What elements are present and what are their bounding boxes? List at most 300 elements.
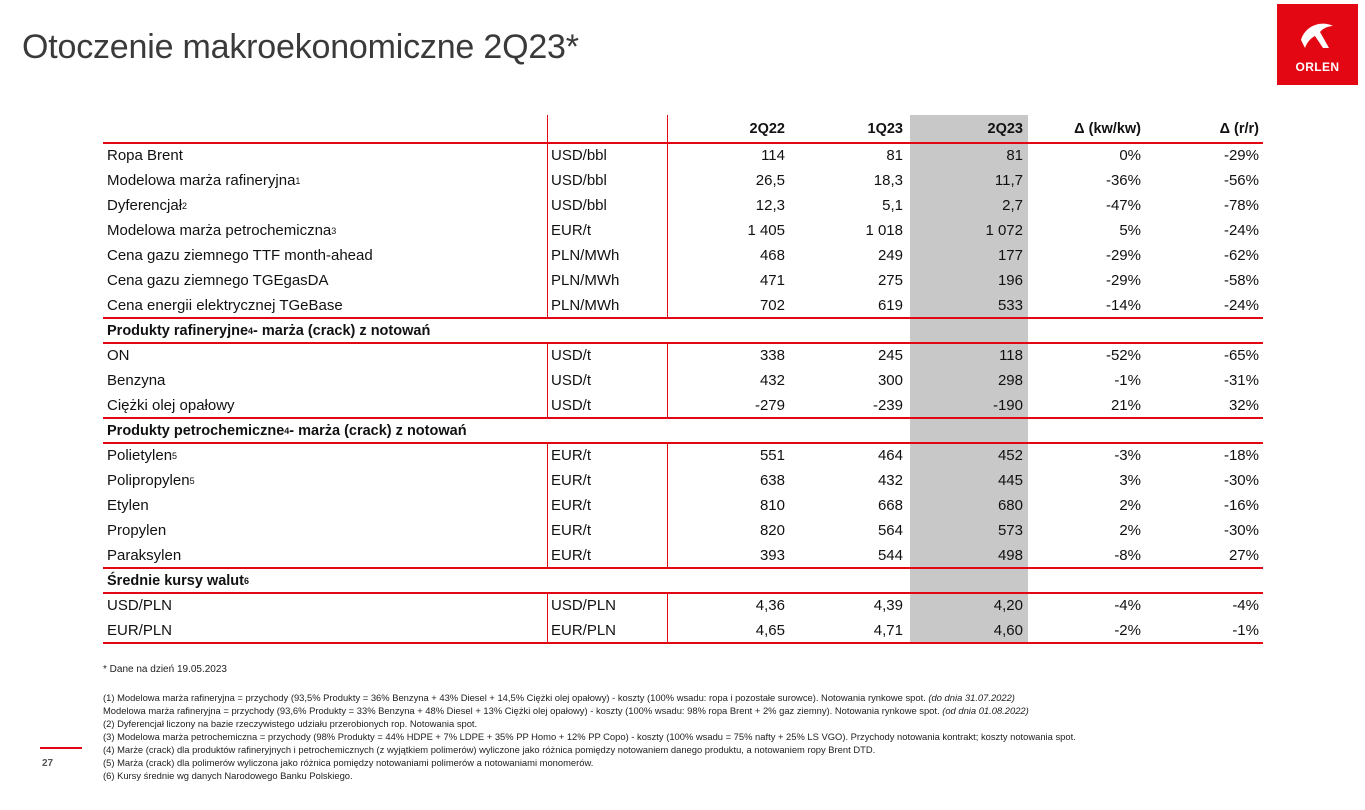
row-unit (551, 218, 591, 243)
table-cell (1148, 468, 1259, 493)
cell-value: 4,39 (873, 597, 903, 614)
table-row (103, 518, 1263, 543)
row-unit-text: USD/bbl (551, 172, 607, 189)
row-unit (551, 268, 619, 293)
cell-value: 81 (1006, 147, 1023, 164)
column-header-label: Δ (kw/kw) (1074, 121, 1141, 137)
row-unit-text: PLN/MWh (551, 272, 620, 289)
table-row (103, 443, 1263, 468)
table-row (103, 343, 1263, 368)
cell-value: 471 (759, 272, 785, 289)
cell-value: 5% (1119, 222, 1141, 239)
footnote-text: Modelowa marża rafineryjna = przychody (93,6% Produkty = 33% Benzyna + 48% Diesel + 13% Ciężki olej opałowy) - koszty (100% wsadu: 98% ropa Brent + 2% gaz ziemny). Notowania rynkowe spot. (103, 705, 940, 716)
row-unit-text: USD/t (551, 347, 592, 364)
cell-value: 564 (877, 522, 903, 539)
table-cell (1033, 493, 1141, 518)
table-cell (1148, 593, 1259, 618)
cell-value: -58% (1223, 272, 1259, 289)
row-label (107, 293, 343, 318)
cell-value: -4% (1114, 597, 1141, 614)
table-cell (911, 493, 1023, 518)
cell-value: -16% (1223, 497, 1259, 514)
table-cell (911, 543, 1023, 568)
column-header-label: 1Q23 (867, 121, 903, 137)
column-header-label: Δ (r/r) (1219, 121, 1259, 137)
cell-value: 464 (877, 447, 903, 464)
table-cell (1033, 518, 1141, 543)
cell-value: 432 (877, 472, 903, 489)
cell-value: -52% (1105, 347, 1141, 364)
cell-value: 26,5 (755, 172, 785, 189)
footnote-date-range: (do dnia 31.07.2022) (928, 692, 1015, 703)
table-cell (1148, 343, 1259, 368)
table-cell (1148, 143, 1259, 168)
table-cell (673, 143, 785, 168)
table-cell (1033, 593, 1141, 618)
row-label: Dyferencjał 2 (107, 197, 188, 214)
cell-value: 820 (759, 522, 785, 539)
table-cell (1148, 543, 1259, 568)
cell-value: 445 (997, 472, 1023, 489)
row-unit (551, 368, 591, 393)
table-cell (673, 593, 785, 618)
table-cell (793, 293, 903, 318)
cell-value: 11,7 (994, 172, 1023, 189)
table-cell (673, 268, 785, 293)
table-row (103, 143, 1263, 168)
cell-value: 27% (1228, 547, 1259, 564)
date-note: * Dane na dzień 19.05.2023 (103, 664, 227, 675)
table-cell (1148, 393, 1259, 418)
table-row (103, 468, 1263, 493)
footnote-text: (3) Modelowa marża petrochemiczna = przychody (98% Produkty = 44% HDPE + 7% LDPE + 35% PP Homo + 12% PP Copo) - koszty (100% wsadu = 75% nafty + 25% LS VGO). Przychody notowania kontrakt; koszty notowania spot. (103, 731, 1076, 742)
row-label-text: Benzyna (107, 372, 166, 389)
table-cell (1033, 543, 1141, 568)
row-label-text: USD/PLN (107, 597, 173, 614)
page-title: Otoczenie makroekonomiczne 2Q23* (22, 28, 579, 66)
table-row (103, 393, 1263, 418)
row-unit (551, 143, 607, 168)
cell-value: 2,7 (1002, 197, 1023, 214)
row-label (107, 543, 181, 568)
cell-value: 619 (877, 297, 903, 314)
table-cell (911, 143, 1023, 168)
table-cell (673, 493, 785, 518)
macro-table (103, 115, 1263, 647)
row-label: Polipropylen 5 (107, 472, 195, 489)
page-number-divider (40, 747, 82, 749)
section-title-text: Produkty rafineryjne (107, 322, 249, 339)
eagle-icon (1277, 4, 1358, 64)
cell-value: -14% (1105, 297, 1141, 314)
row-label-text: Cena energii elektrycznej TGeBase (107, 297, 343, 314)
row-label-text: Modelowa marża rafineryjna (107, 172, 296, 189)
cell-value: 12,3 (755, 197, 785, 214)
cell-value: -65% (1223, 347, 1259, 364)
table-cell (793, 443, 903, 468)
footnotes (103, 691, 1076, 782)
table-cell (1033, 393, 1141, 418)
cell-value: -30% (1223, 472, 1259, 489)
cell-value: 533 (997, 297, 1023, 314)
row-label (107, 393, 235, 418)
cell-value: -279 (754, 397, 785, 414)
row-unit-text: USD/PLN (551, 597, 617, 614)
cell-value: -62% (1223, 247, 1259, 264)
table-cell (793, 468, 903, 493)
section-title-text: Średnie kursy walut (107, 572, 244, 589)
cell-value: 432 (759, 372, 785, 389)
cell-value: -56% (1223, 172, 1259, 189)
cell-value: -1% (1232, 622, 1259, 639)
cell-value: -4% (1232, 597, 1259, 614)
row-unit (551, 593, 616, 618)
table-cell (911, 343, 1023, 368)
footnote-text: (5) Marża (crack) dla polimerów wyliczona jako różnica pomiędzy notowaniami polimerów a notowaniami monomerów. (103, 757, 594, 768)
table-cell (673, 393, 785, 418)
table-cell (673, 193, 785, 218)
cell-value: 298 (997, 372, 1023, 389)
cell-value: 452 (997, 447, 1023, 464)
cell-value: 393 (759, 547, 785, 564)
cell-value: 3% (1119, 472, 1141, 489)
row-label (107, 243, 373, 268)
cell-value: -29% (1105, 272, 1141, 289)
table-cell (793, 268, 903, 293)
cell-value: -29% (1105, 247, 1141, 264)
cell-value: 118 (999, 347, 1023, 364)
cell-value: 2% (1119, 497, 1141, 514)
column-divider (667, 593, 668, 643)
cell-value: 1 405 (747, 222, 785, 239)
cell-value: -190 (992, 397, 1023, 414)
row-divider (103, 642, 1263, 644)
column-divider (547, 593, 548, 643)
row-label (107, 268, 329, 293)
row-unit-text: USD/t (551, 372, 592, 389)
cell-value: 810 (759, 497, 785, 514)
cell-value: -36% (1105, 172, 1141, 189)
column-header (911, 115, 1023, 143)
cell-value: -18% (1223, 447, 1259, 464)
table-cell (1148, 293, 1259, 318)
row-label-text: EUR/PLN (107, 622, 173, 639)
table-row (103, 293, 1263, 318)
table-cell (793, 243, 903, 268)
column-divider (547, 143, 548, 318)
table-cell (793, 218, 903, 243)
table-cell (1148, 618, 1259, 643)
table-row (103, 218, 1263, 243)
table-row (103, 593, 1263, 618)
row-unit-text: EUR/t (551, 547, 592, 564)
row-label (107, 143, 183, 168)
column-divider (547, 443, 548, 568)
cell-value: 275 (877, 272, 903, 289)
table-cell (1033, 293, 1141, 318)
table-cell (1033, 618, 1141, 643)
table-cell (1148, 218, 1259, 243)
footnote-line (103, 717, 1076, 730)
column-header-label: 2Q22 (749, 121, 785, 137)
table-cell (793, 493, 903, 518)
row-label-text: Cena gazu ziemnego TGEgasDA (107, 272, 329, 289)
table-row (103, 268, 1263, 293)
table-cell (911, 218, 1023, 243)
footnote-line (103, 769, 1076, 782)
row-label-text: Ciężki olej opałowy (107, 397, 235, 414)
cell-value: -8% (1114, 547, 1141, 564)
cell-value: 702 (759, 297, 785, 314)
cell-value: 680 (997, 497, 1023, 514)
row-unit-text: EUR/t (551, 472, 592, 489)
cell-value: 4,36 (755, 597, 785, 614)
table-cell (793, 168, 903, 193)
row-unit (551, 168, 607, 193)
table-row (103, 618, 1263, 643)
row-unit-text: EUR/t (551, 497, 592, 514)
section-header-row (103, 568, 1263, 593)
footnote-text: (4) Marże (crack) dla produktów rafineryjnych i petrochemicznych (z wyjątkiem polimerów) wyliczone jako różnica pomiędzy notowaniem danego produktu, a notowaniem ropy Brent DTD. (103, 744, 876, 755)
table-cell (793, 393, 903, 418)
row-label (107, 493, 149, 518)
table-cell (673, 368, 785, 393)
row-label-text: ON (107, 347, 130, 364)
table-cell (673, 218, 785, 243)
table-cell (1033, 443, 1141, 468)
cell-value: 638 (759, 472, 785, 489)
table-cell (911, 268, 1023, 293)
cell-value: -1% (1114, 372, 1141, 389)
table-cell (673, 443, 785, 468)
cell-value: 300 (877, 372, 903, 389)
table-cell (1148, 493, 1259, 518)
column-divider (667, 343, 668, 418)
cell-value: 1 018 (865, 222, 903, 239)
table-cell (1148, 268, 1259, 293)
table-cell (911, 593, 1023, 618)
table-row (103, 368, 1263, 393)
table-cell (673, 518, 785, 543)
column-header (1033, 115, 1141, 143)
table-cell (673, 618, 785, 643)
column-header (673, 115, 785, 143)
table-cell (911, 393, 1023, 418)
column-header-label: 2Q23 (987, 121, 1023, 137)
row-unit (551, 493, 591, 518)
table-cell (673, 343, 785, 368)
page-number: 27 (42, 758, 54, 769)
table-cell (793, 593, 903, 618)
table-cell (793, 368, 903, 393)
row-label (107, 518, 166, 543)
table-cell (673, 293, 785, 318)
cell-value: 114 (761, 147, 785, 164)
row-unit (551, 393, 591, 418)
row-unit-text: USD/bbl (551, 197, 607, 214)
row-label (107, 343, 130, 368)
row-label-text: Polietylen (107, 447, 173, 464)
cell-value: -3% (1114, 447, 1141, 464)
row-unit (551, 293, 619, 318)
cell-value: -31% (1223, 372, 1259, 389)
footnote-line (103, 730, 1076, 743)
row-unit (551, 468, 591, 493)
row-label: Polietylen 5 (107, 447, 178, 464)
column-divider (667, 115, 668, 143)
table-cell (911, 293, 1023, 318)
table-row (103, 168, 1263, 193)
table-cell (1148, 193, 1259, 218)
cell-value: 668 (877, 497, 903, 514)
row-unit-text: PLN/MWh (551, 297, 620, 314)
footnote-text: (6) Kursy średnie wg danych Narodowego Banku Polskiego. (103, 770, 353, 781)
table-cell (1033, 193, 1141, 218)
table-cell (911, 618, 1023, 643)
row-label-text: Polipropylen (107, 472, 190, 489)
section-title: Produkty petrochemiczne 4 - marża (crack) z notowań (107, 422, 467, 439)
row-unit (551, 193, 607, 218)
section-title: Średnie kursy walut 6 (107, 572, 250, 589)
cell-value: 338 (759, 347, 785, 364)
table-cell (793, 518, 903, 543)
cell-value: 498 (997, 547, 1023, 564)
table-row (103, 493, 1263, 518)
cell-value: -29% (1223, 147, 1259, 164)
footnote-line (103, 704, 1076, 717)
header-row (103, 115, 1263, 143)
row-unit (551, 618, 616, 643)
table-cell (1148, 443, 1259, 468)
table-cell (793, 193, 903, 218)
row-label: Modelowa marża petrochemiczna 3 (107, 222, 337, 239)
cell-value: 32% (1228, 397, 1259, 414)
cell-value: -24% (1223, 297, 1259, 314)
cell-value: -239 (872, 397, 903, 414)
table-cell (793, 618, 903, 643)
cell-value: 81 (886, 147, 903, 164)
table-cell (911, 193, 1023, 218)
row-label (107, 593, 172, 618)
row-unit-text: EUR/t (551, 447, 592, 464)
logo-text: ORLEN (1295, 60, 1340, 74)
cell-value: 5,1 (882, 197, 903, 214)
table-cell (793, 343, 903, 368)
row-label-text: Dyferencjał (107, 197, 183, 214)
cell-value: 551 (759, 447, 785, 464)
footnote-line (103, 756, 1076, 769)
table-cell (793, 143, 903, 168)
cell-value: 4,65 (755, 622, 785, 639)
cell-value: -47% (1105, 197, 1141, 214)
orlen-logo (1277, 4, 1358, 85)
cell-value: -2% (1114, 622, 1141, 639)
row-label (107, 368, 165, 393)
table-cell (673, 543, 785, 568)
table-cell (1148, 168, 1259, 193)
row-label (107, 618, 172, 643)
table-cell (793, 543, 903, 568)
table-row (103, 543, 1263, 568)
column-divider (667, 143, 668, 318)
cell-value: -30% (1223, 522, 1259, 539)
table-cell (1148, 243, 1259, 268)
section-title-suffix: - marża (crack) z notowań (253, 322, 431, 339)
cell-value: 18,3 (873, 172, 903, 189)
column-divider (667, 443, 668, 568)
cell-value: 177 (997, 247, 1023, 264)
row-unit-text: EUR/t (551, 522, 592, 539)
row-unit (551, 518, 591, 543)
table-cell (1033, 368, 1141, 393)
table-cell (1033, 143, 1141, 168)
table-row (103, 193, 1263, 218)
table-cell (1033, 468, 1141, 493)
cell-value: -24% (1223, 222, 1259, 239)
cell-value: 0% (1119, 147, 1141, 164)
cell-value: 544 (877, 547, 903, 564)
table-cell (911, 468, 1023, 493)
cell-value: 573 (997, 522, 1023, 539)
footnote-text: (1) Modelowa marża rafineryjna = przychody (93,5% Produkty = 36% Benzyna + 43% Diesel + 14,5% Ciężki olej opałowy) - koszty (100% wsadu: ropa i pozostałe surowce). Notowania rynkowe spot. (103, 692, 926, 703)
row-label-text: Cena gazu ziemnego TTF month-ahead (107, 247, 373, 264)
cell-value: 4,71 (873, 622, 903, 639)
table-cell (1148, 368, 1259, 393)
row-label-text: Modelowa marża petrochemiczna (107, 222, 332, 239)
table-cell (911, 443, 1023, 468)
section-title-suffix: - marża (crack) z notowań (289, 422, 467, 439)
cell-value: 249 (877, 247, 903, 264)
cell-value: 2% (1119, 522, 1141, 539)
table-cell (911, 368, 1023, 393)
column-divider (547, 115, 548, 143)
row-unit-text: EUR/t (551, 222, 592, 239)
cell-value: 196 (997, 272, 1023, 289)
section-header-row (103, 418, 1263, 443)
table-cell (1033, 243, 1141, 268)
cell-value: 468 (759, 247, 785, 264)
footnote-text: (2) Dyferencjał liczony na bazie rzeczywistego udziału przerobionych rop. Notowania spot. (103, 718, 478, 729)
table-cell (1033, 218, 1141, 243)
row-unit (551, 243, 619, 268)
table-cell (673, 168, 785, 193)
table-row (103, 243, 1263, 268)
row-unit (551, 343, 591, 368)
footnote-date-range: (od dnia 01.08.2022) (942, 705, 1029, 716)
footnote-line (103, 691, 1076, 704)
table-cell (911, 243, 1023, 268)
row-unit (551, 443, 591, 468)
row-unit-text: USD/bbl (551, 147, 607, 164)
row-label-text: Ropa Brent (107, 147, 183, 164)
column-header (1148, 115, 1259, 143)
row-label-text: Propylen (107, 522, 167, 539)
footnote-line (103, 743, 1076, 756)
column-header (793, 115, 903, 143)
row-unit (551, 543, 591, 568)
row-unit-text: PLN/MWh (551, 247, 620, 264)
table-cell (911, 168, 1023, 193)
row-unit-text: EUR/PLN (551, 622, 617, 639)
table-cell (1148, 518, 1259, 543)
table-cell (1033, 168, 1141, 193)
cell-value: 4,20 (993, 597, 1023, 614)
cell-value: 245 (877, 347, 903, 364)
row-label-text: Etylen (107, 497, 149, 514)
table-cell (673, 468, 785, 493)
cell-value: 1 072 (985, 222, 1023, 239)
section-title-text: Produkty petrochemiczne (107, 422, 285, 439)
